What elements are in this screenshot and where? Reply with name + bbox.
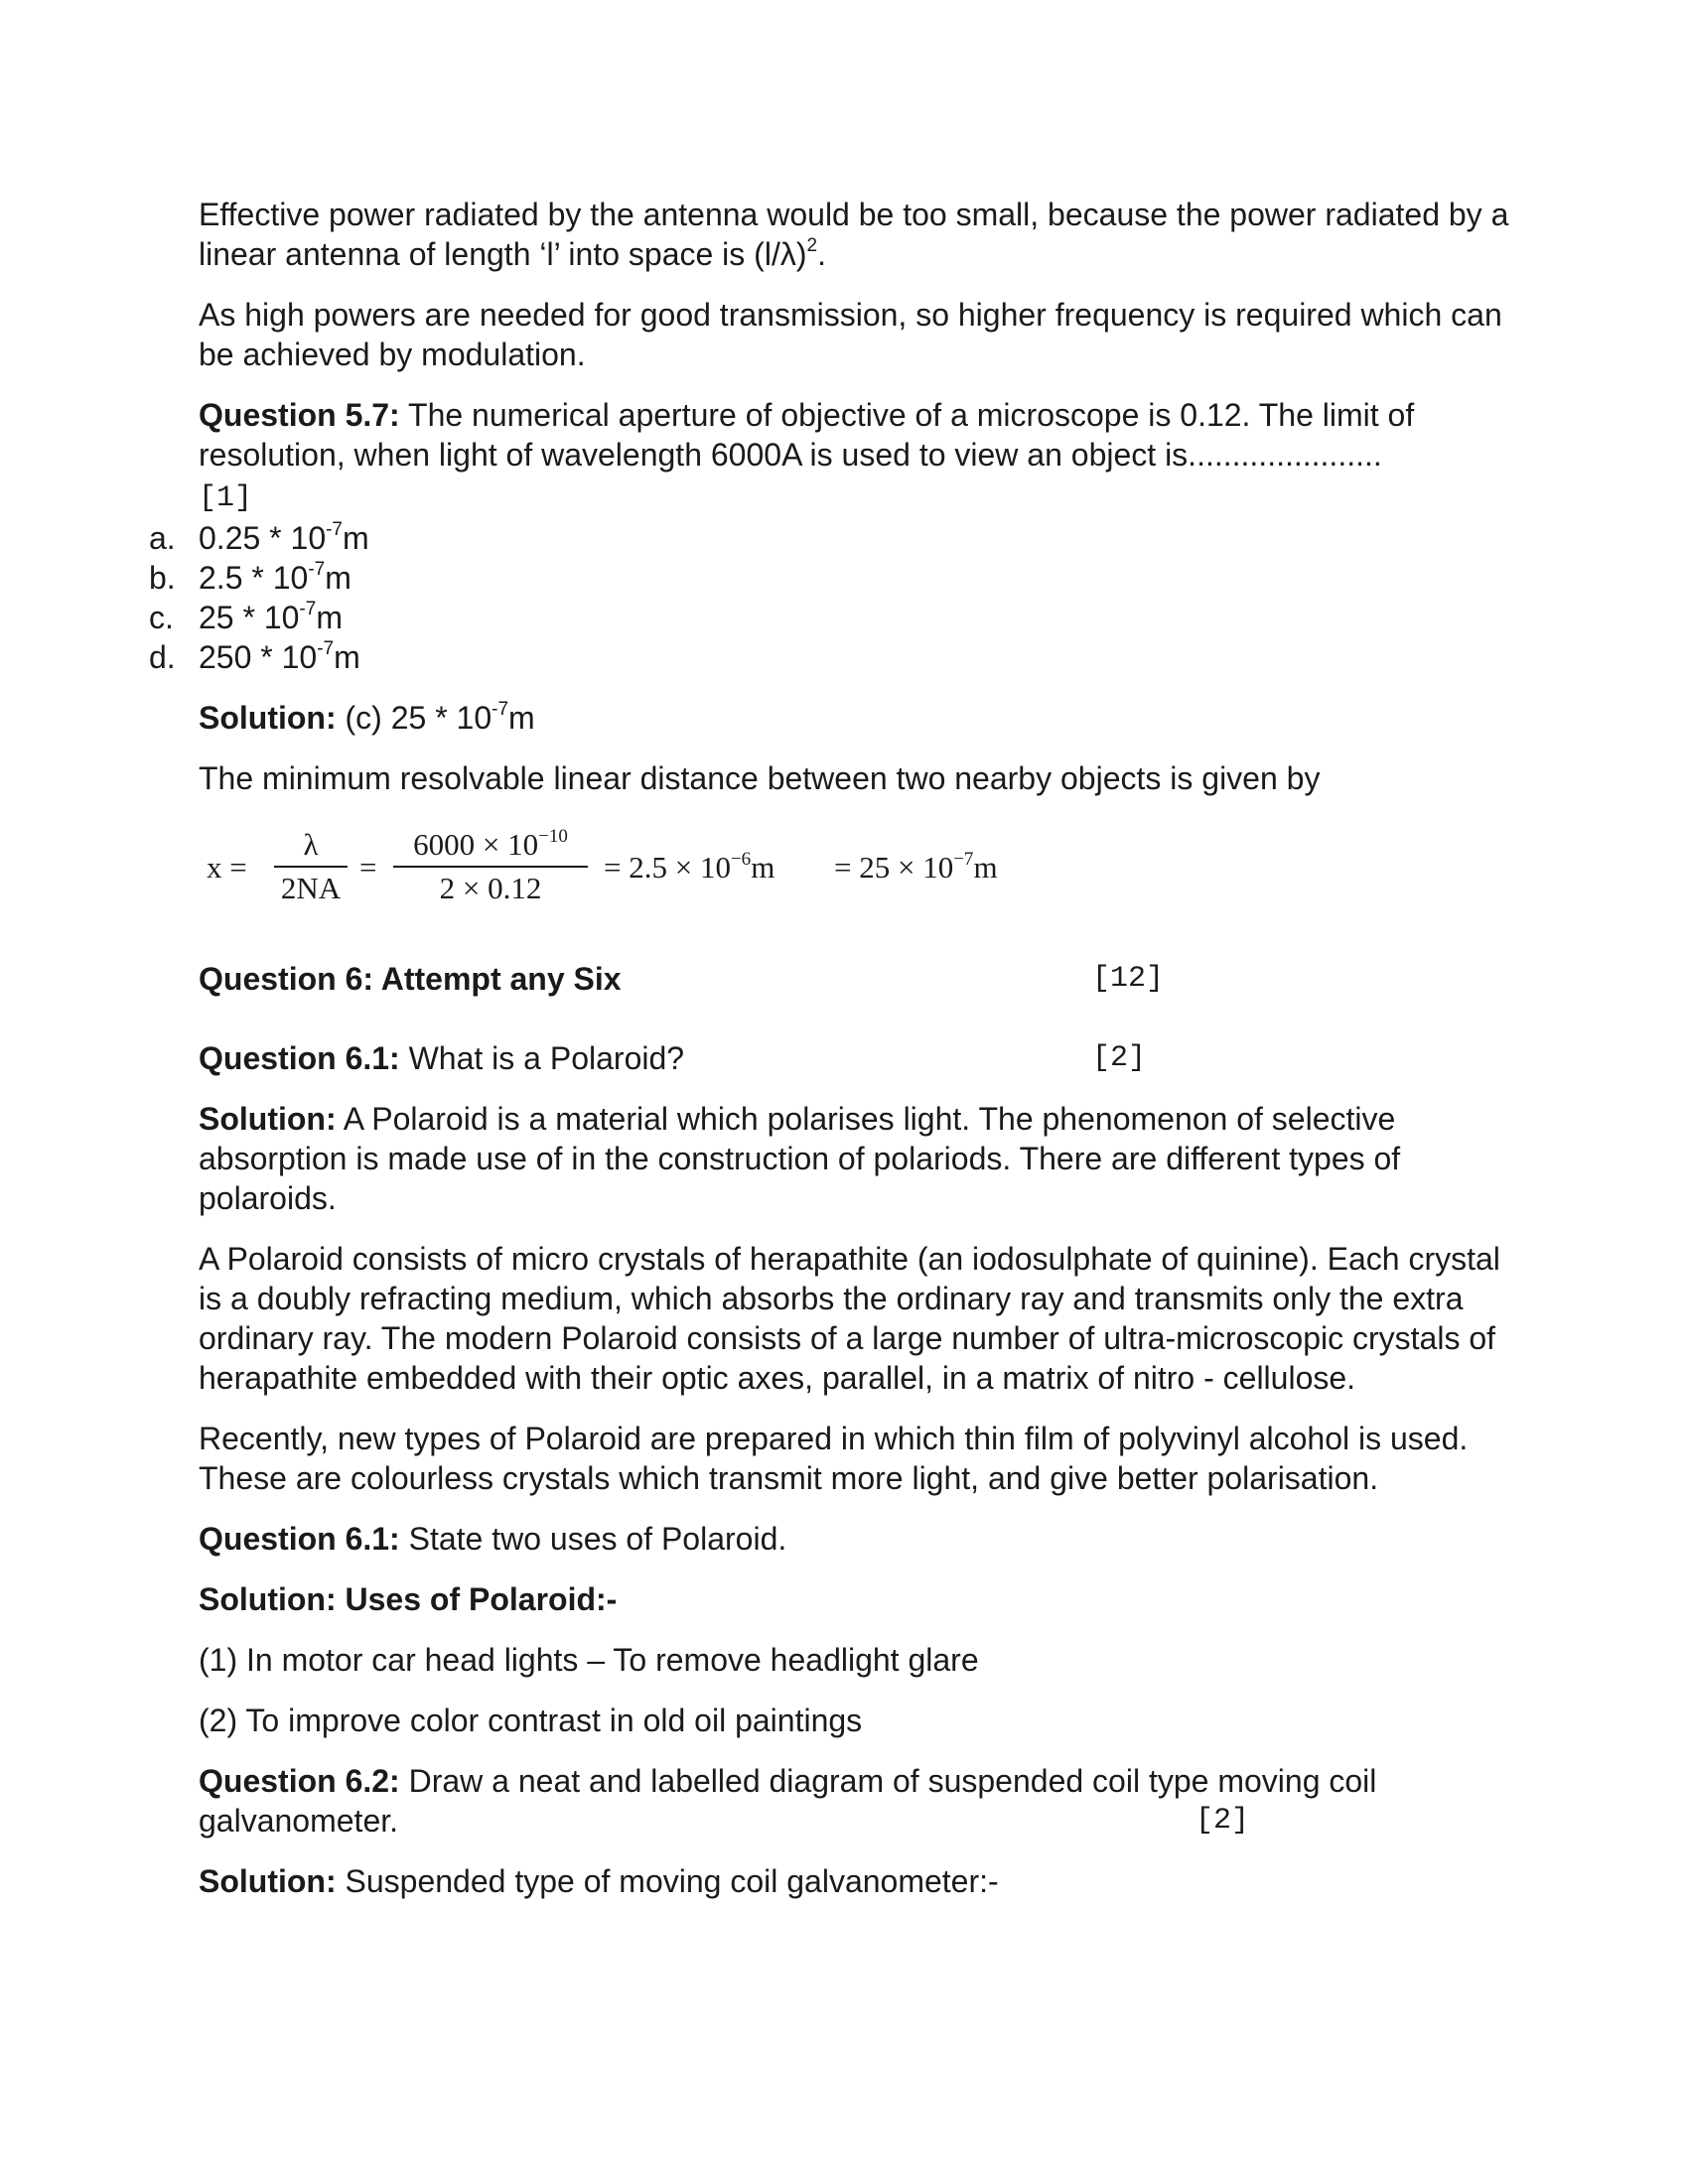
solution-text: A Polaroid is a material which polarises light. The phenomenon of selective absorption is made use of in the construction of polariods. There are different types of polaroids. xyxy=(199,1101,1401,1216)
solution-6-1 xyxy=(199,1099,1509,1218)
fraction-denominator: 2 × 0.12 xyxy=(439,871,542,905)
solution-6-2 xyxy=(199,1861,1509,1901)
option-letter: b. xyxy=(149,560,176,596)
formula-rhs-2 xyxy=(834,850,998,886)
question-text: Draw a neat and labelled diagram of suspended coil type moving coil galvanometer. xyxy=(199,1763,1377,1839)
rhs-unit: m xyxy=(751,850,775,885)
question-5-7 xyxy=(199,395,1509,518)
fraction-denominator: 2NA xyxy=(280,871,342,905)
section-label: Question 6: Attempt any Six xyxy=(199,961,622,997)
rhs-exponent: −6 xyxy=(730,848,752,870)
explanation-text: The minimum resolvable linear distance between two nearby objects is given by xyxy=(199,760,1321,796)
solution-label: Solution: Uses of Polaroid:- xyxy=(199,1581,618,1617)
question-6-1-uses xyxy=(199,1519,1509,1559)
solution-unit: m xyxy=(508,700,535,736)
use-item-2: (2) To improve color contrast in old oil paintings xyxy=(199,1703,863,1738)
superscript: 2 xyxy=(806,235,818,257)
option-base: 25 * 10 xyxy=(199,600,300,635)
option-item xyxy=(149,637,1509,677)
option-exponent: -7 xyxy=(299,599,317,620)
numerator-exponent: −10 xyxy=(538,825,568,847)
options-list xyxy=(149,518,1509,677)
rhs-unit: m xyxy=(973,850,998,885)
fraction-numerator xyxy=(393,826,588,864)
solution-label: Solution: xyxy=(199,700,337,736)
option-exponent: -7 xyxy=(317,638,335,660)
option-unit: m xyxy=(343,520,369,556)
rhs-base: = 25 × 10 xyxy=(834,850,954,885)
paragraph-text-end: . xyxy=(817,236,826,272)
question-label: Question 5.7: xyxy=(199,397,400,433)
paragraph-polyvinyl: Recently, new types of Polaroid are prepared in which thin film of polyvinyl alcohol is used. These are colourless crystals which transmit more light, and give better polarisation. xyxy=(199,1421,1469,1496)
solution-5-7 xyxy=(199,698,1509,738)
fraction-wavelength-over-aperture xyxy=(393,826,588,907)
formula-equals: = xyxy=(359,850,377,885)
option-unit: m xyxy=(316,600,343,635)
paragraph-herapathite: A Polaroid consists of micro crystals of herapathite (an iodosulphate of quinine). Each crystal is a doubly refracting medium, which absorbs the ordinary ray and transmits only the extra ordinary ray. The modern Polaroid consists of a large number of ultra-microscopic crystals of herapathite embedded with their optic axes, parallel, in a matrix of nitro - cellulose. xyxy=(199,1241,1500,1396)
option-exponent: -7 xyxy=(326,519,344,541)
paragraph-text: Effective power radiated by the antenna would be too small, because the power radiated by a linear antenna of length ‘l’ into space is (l/λ) xyxy=(199,197,1509,272)
formula-lhs: x = xyxy=(207,850,247,885)
option-base: 250 * 10 xyxy=(199,639,318,675)
section-marks: [12] xyxy=(1092,962,1165,996)
option-item xyxy=(149,558,1509,598)
option-item xyxy=(149,598,1509,637)
question-text: The numerical aperture of objective of a microscope is 0.12. The limit of resolution, when light of wavelength 6000A is used to view an object is...................... xyxy=(199,397,1415,473)
question-text: State two uses of Polaroid. xyxy=(399,1521,787,1557)
rhs-base: = 2.5 × 10 xyxy=(604,850,731,885)
option-letter: c. xyxy=(149,600,174,635)
question-text: What is a Polaroid? xyxy=(399,1040,685,1076)
formula-rhs-1 xyxy=(604,850,774,886)
question-label: Question 6.1: xyxy=(199,1040,400,1076)
option-exponent: -7 xyxy=(308,559,326,581)
paragraph-antenna-power xyxy=(199,195,1509,274)
solution-label: Solution: xyxy=(199,1863,337,1899)
question-marks: [2] xyxy=(1196,1804,1250,1838)
document-page xyxy=(149,195,1509,1901)
option-unit: m xyxy=(334,639,360,675)
numerator-base: 6000 × 10 xyxy=(413,827,539,862)
question-6-1 xyxy=(199,1038,1509,1078)
question-6-heading xyxy=(199,959,1509,999)
option-base: 0.25 * 10 xyxy=(199,520,327,556)
solution-text: Suspended type of moving coil galvanometer:- xyxy=(336,1863,999,1899)
question-marks: [2] xyxy=(1092,1041,1147,1075)
use-item-1: (1) In motor car head lights – To remove headlight glare xyxy=(199,1642,979,1678)
solution-exponent: -7 xyxy=(492,699,509,721)
option-letter: a. xyxy=(149,520,176,556)
question-label: Question 6.2: xyxy=(199,1763,400,1799)
option-base: 2.5 * 10 xyxy=(199,560,309,596)
question-label: Question 6.1: xyxy=(199,1521,400,1557)
fraction-numerator: λ xyxy=(303,827,319,862)
solution-text: (c) 25 * 10 xyxy=(336,700,492,736)
rhs-exponent: −7 xyxy=(953,848,974,870)
fraction-bar xyxy=(274,866,348,868)
fraction-bar xyxy=(393,866,588,868)
paragraph-modulation: As high powers are needed for good transmission, so higher frequency is required which can be achieved by modulation. xyxy=(199,297,1502,372)
resolution-formula xyxy=(199,820,1509,919)
solution-uses-heading xyxy=(199,1579,1509,1619)
question-6-2 xyxy=(199,1761,1509,1841)
question-marks: [1] xyxy=(199,481,253,515)
option-unit: m xyxy=(325,560,352,596)
fraction-lambda-over-2na xyxy=(274,826,348,907)
option-letter: d. xyxy=(149,639,176,675)
solution-label: Solution: xyxy=(199,1101,337,1137)
option-item xyxy=(149,518,1509,558)
